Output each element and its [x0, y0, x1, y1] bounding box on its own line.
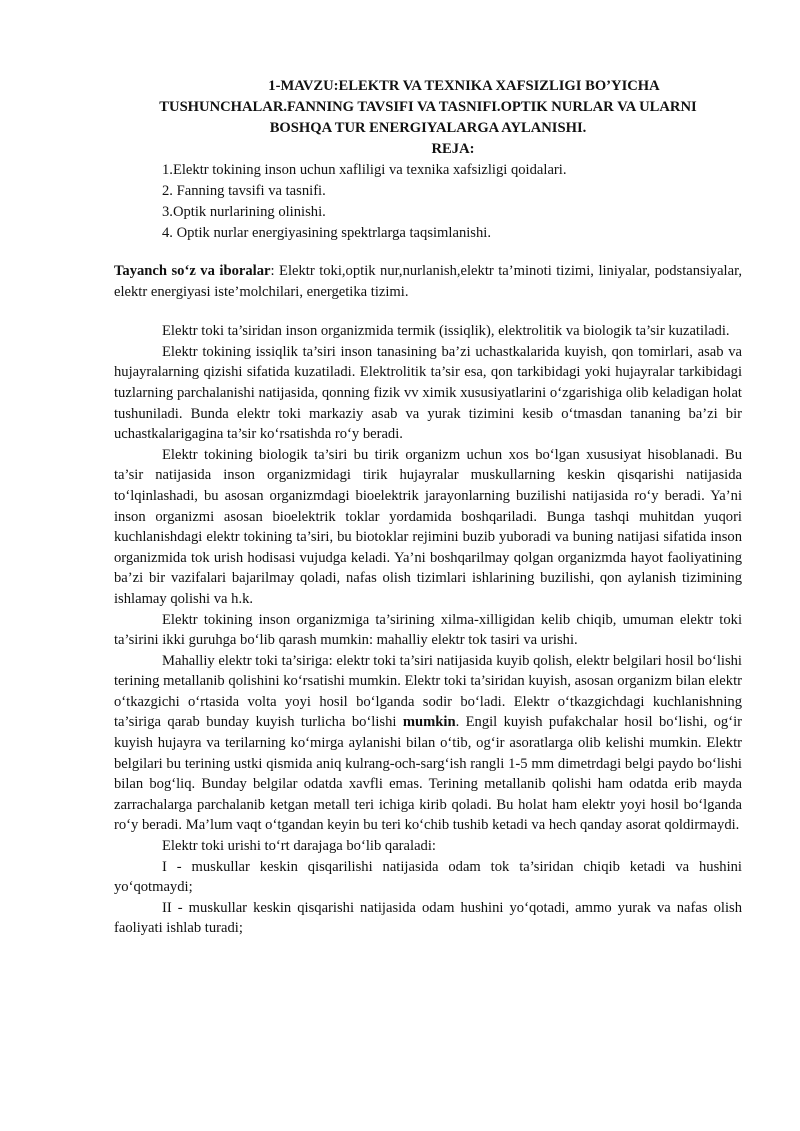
title-line-3: BOSHQA TUR ENERGIYALARGA AYLANISHI.	[269, 120, 587, 136]
plan-heading: REJA:	[431, 141, 475, 157]
paragraph: Elektr toki ta’siridan inson organizmida termik (issiqlik), elektrolitik va biologik ta’sir kuzatiladi.	[162, 323, 730, 340]
emphasis-text: mumkin	[402, 714, 456, 731]
plan-item: 3.Optik nurlarining olinishi.	[162, 204, 326, 220]
plan-item: 4. Optik nurlar energiyasining spektrlarga taqsimlanishi.	[162, 225, 491, 241]
paragraph-mahalliy	[114, 651, 742, 836]
paragraph: II - muskullar keskin qisqarishi natijasida odam hushini yo‘qotadi, ammo yurak va nafas olish faoliyati ishlab turadi;	[114, 899, 742, 937]
document-content	[114, 76, 742, 939]
title-line-2: TUSHUNCHALAR.FANNING TAVSIFI VA TASNIFI.OPTIK NURLAR VA ULARNI	[159, 99, 697, 115]
keywords-label: Tayanch so‘z va iboralar	[114, 263, 271, 279]
paragraph: Elektr tokining biologik ta’siri bu tirik organizm uchun xos bo‘lgan xususiyat hisoblanadi. Bu ta’sir natijasida inson organizmidagi tirik hujayralar muskullarning keskin qisqarishi natijasida to‘lqinlashadi, bu asosan organizmdagi bioelektrik jarayonlarning buzilishi natijasida ro‘y beradi. Ya’ni inson organizmi asosan bioelektrik toklar yordamida boshqariladi. Bunga tashqi muhitdan yuqori kuchlanishdagi elektr tokining ta’siri, bu biotoklar rejimini buzib yuboradi va buning natijasi sifatida inson organizmida tok urish hodisasi vujudga keladi. Ya’ni boshqarilmay qolgan organizmda hayot faoliyatining ba’zi bir vazifalari bajarilmay qoladi, nafas olish tizimlari ishlarining buzilishi, qon aylanish tizimining ishlamay qolishi va h.k.	[114, 446, 742, 607]
plan-item: 1.Elektr tokining inson uchun xafliligi va texnika xafsizligi qoidalari.	[162, 162, 567, 178]
paragraph: Elektr toki urishi to‘rt darajaga bo‘lib qaraladi:	[162, 838, 436, 855]
keywords-paragraph	[114, 261, 742, 302]
paragraph-text: Mahalliy elektr toki ta’siriga: elektr toki ta’siri natijasida kuyib qolish, elektr belgilari hosil bo‘lishi terining metallanib qolishini ko‘rsatishi mumkin. Elektr toki ta’siridan kuyish, asosan organizm bilan elektr o‘tkazgichi o‘rtasida volta yoyi hosil bo‘lganda sodir bo‘ladi. Elektr o‘tkazgichdagi kuchlanishning ta’siriga qarab bunday kuyish turlicha bo‘lishi	[114, 652, 742, 731]
body-text	[114, 321, 742, 939]
plan-item: 2. Fanning tavsifi va tasnifi.	[162, 183, 326, 199]
paragraph: Elektr tokining issiqlik ta’siri inson tanasining ba’zi uchastkalarida kuyish, qon tomirlari, asab va hujayralarning qizishi sifatida kuzatiladi. Elektrolitik ta’sir esa, qon tarkibidagi yoki hujayralar tarkibidagi tuzlarning parchalanishi natijasida, qonning fizik vv ximik xususiyatlarini o‘zgarishiga olib keladigan holat tushuniladi. Bunda elektr toki markaziy asab va yurak tizimini kesib o‘tmasdan tananing ba’zi bir uchastkalarigagina ta’sir ko‘rsatishda ro‘y beradi.	[114, 343, 742, 443]
paragraph: I - muskullar keskin qisqarilishi natijasida odam tok ta’siridan chiqib ketadi va hushini yo‘qotmaydi;	[114, 858, 742, 896]
plan-list	[114, 160, 742, 244]
title-line-1: 1-MAVZU:ELEKTR VA TEXNIKA XAFSIZLIGI BO’YICHA	[268, 78, 660, 94]
keywords-text: : Elektr toki,optik nur,nurlanish,elektr ta’minoti tizimi, liniyalar, podstansiyalar, elektr energiyasi iste’molchilari, energetika tizimi.	[114, 263, 742, 300]
document-title	[114, 76, 742, 139]
paragraph-text: . Engil kuyish pufakchalar hosil bo‘lishi, og‘ir kuyish hujayra va terilarning ko‘mirga aylanishi bilan o‘tib, og‘ir asoratlarga olib kelishi mumkin. Elektr belgilari bu terining ustki qismida aniq kulrang-och-sarg‘ish rangli 1-5 mm dimetrdagi belgi paydo bo‘lishi bilan bog‘liq. Bunday belgilar odatda xavfli emas. Terining metallanib qolishi ham odatda erib mayda zarrachalarga parchalanib ketgan metall teri ichiga kirib qoladi. Bu holat ham elektr yoyi hosil bo‘lganda ro‘y beradi. Ma’lum vaqt o‘tgandan keyin bu teri ko‘chib tushib ketadi va hech qanday asorat qoldirmaydi.	[114, 714, 742, 834]
paragraph: Elektr tokining inson organizmiga ta’sirining xilma-xilligidan kelib chiqib, umuman elektr toki ta’sirini ikki guruhga bo‘lib qarash mumkin: mahalliy elektr tok tasiri va urishi.	[114, 611, 742, 649]
